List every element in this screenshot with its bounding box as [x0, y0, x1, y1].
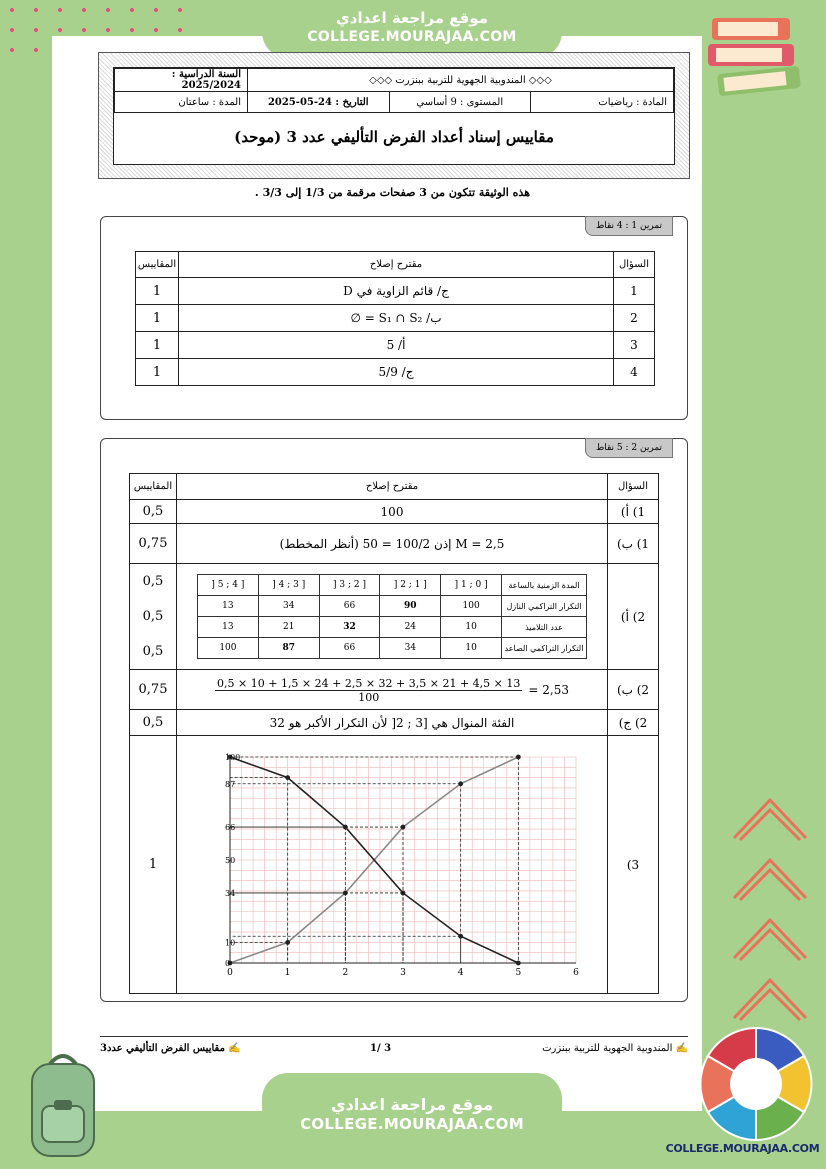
cumulative-frequency-chart: [202, 745, 582, 985]
chevron-up-icon: [720, 790, 820, 1030]
frequency-cell: 13: [198, 617, 259, 638]
answer: 100: [177, 500, 608, 524]
education-wheel-logo: [696, 1024, 816, 1144]
subject: المادة : رياضيات: [531, 92, 674, 113]
x-tick-label: 0: [227, 967, 233, 978]
frequency-col-header: [ 3 ; 4 [: [258, 575, 319, 596]
frequency-cell: 24: [380, 617, 441, 638]
frequency-cell: 66: [319, 638, 380, 659]
data-point: [285, 775, 290, 780]
question-number: 2) ب): [608, 670, 659, 710]
frequency-cell: 100: [441, 596, 502, 617]
question-number: 1) ب): [608, 524, 659, 564]
header-criteria: المقاييس: [130, 474, 177, 500]
frequency-row-label: التكرار التراكمي النازل: [502, 596, 587, 617]
footer-directorate: ✍ المندوبية الجهوية للتربية ببنزرت: [542, 1043, 688, 1054]
frequency-col-header: [ 1 ; 2 [: [380, 575, 441, 596]
exercise-2-tag: تمرين 2 : 5 نقاط: [585, 438, 673, 458]
exercise-1-box: [100, 216, 688, 420]
mean-numerator: 0,5 × 10 + 1,5 × 24 + 2,5 × 32 + 3,5 × 21 + 4,5 × 13: [217, 676, 521, 690]
exercise-1-table: [135, 251, 655, 386]
question-number: 2: [614, 305, 655, 332]
y-tick-label: 34: [225, 888, 236, 898]
answer: ج/ 5/9: [179, 359, 614, 386]
mean-result: = 2,53: [528, 683, 569, 697]
header-question: السؤال: [614, 252, 655, 278]
criteria-value: 0,5: [130, 500, 177, 524]
question-number: 2) ج): [608, 710, 659, 736]
header-answer: مقترح إصلاح: [177, 474, 608, 500]
intro-note: هذه الوثيقة تتكون من 3 صفحات مرقمة من 1/3 إلى 3/3 .: [254, 186, 530, 199]
duration: المدة : ساعتان: [115, 92, 248, 113]
answer: ب/ S₁ ∩ S₂ = ∅: [179, 305, 614, 332]
exercise-2-box: [100, 438, 688, 1002]
question-number: 1) أ): [608, 500, 659, 524]
criteria-value: 0,5: [142, 574, 164, 589]
criteria-value: 1: [130, 736, 177, 994]
criteria-value: 0,5: [142, 644, 164, 659]
x-tick-label: 4: [457, 967, 464, 978]
question-number: 2) أ): [608, 564, 659, 670]
header-info-table: [114, 68, 674, 113]
frequency-col-header: [ 0 ; 1 [: [441, 575, 502, 596]
frequency-row-label: التكرار التراكمي الصاعد: [502, 638, 587, 659]
answer: ج/ قائم الزاوية في D: [179, 278, 614, 305]
books-icon: [704, 10, 814, 100]
frequency-cell: 10: [441, 638, 502, 659]
data-point: [343, 824, 348, 829]
answer: M = 2,5 إذن 100/2 = 50 (أنظر المخطط): [177, 524, 608, 564]
frequency-cell: 100: [198, 638, 259, 659]
frequency-cell: 21: [258, 617, 319, 638]
x-tick-label: 2: [342, 967, 349, 978]
header-answer: مقترح إصلاح: [179, 252, 614, 278]
data-point: [401, 824, 406, 829]
page-number: 3 /1: [370, 1043, 392, 1054]
x-tick-label: 1: [284, 967, 291, 978]
frequency-col-header: المدة الزمنية بالساعة: [502, 575, 587, 596]
page-footer: [100, 1036, 688, 1054]
question-number: 3): [608, 736, 659, 994]
y-tick-label: 66: [225, 822, 236, 832]
y-tick-label: 10: [225, 937, 236, 947]
frequency-cell: 66: [319, 596, 380, 617]
answer: أ/ 5: [179, 332, 614, 359]
criteria-value: 1: [136, 332, 179, 359]
site-name: موقع مراجعة اعدادي: [336, 9, 488, 27]
frequency-cell: 87: [258, 638, 319, 659]
data-point: [343, 890, 348, 895]
criteria-value: 1: [136, 305, 179, 332]
frequency-cell: 34: [258, 596, 319, 617]
x-tick-label: 5: [515, 967, 522, 978]
brand-label: COLLEGE.MOURAJAA.COM: [665, 1142, 820, 1155]
header-question: السؤال: [608, 474, 659, 500]
frequency-cell: 90: [380, 596, 441, 617]
y-tick-label: 100: [225, 752, 241, 762]
site-name: موقع مراجعة اعدادي: [330, 1095, 494, 1114]
data-point: [458, 781, 463, 786]
frequency-cell: 32: [319, 617, 380, 638]
frequency-cell: 34: [380, 638, 441, 659]
x-tick-label: 6: [573, 967, 579, 978]
x-tick-label: 3: [400, 967, 406, 978]
page-title: مقاييس إسناد أعداد الفرض التأليفي عدد 3 (موحد): [234, 128, 554, 146]
question-number: 1: [614, 278, 655, 305]
top-banner[interactable]: [262, 0, 562, 58]
bottom-banner[interactable]: [262, 1073, 562, 1169]
criteria-value: 1: [136, 278, 179, 305]
data-point: [458, 933, 463, 938]
criteria-value: 0,5: [130, 710, 177, 736]
frequency-row-label: عدد التلاميذ: [502, 617, 587, 638]
mean-denominator: 100: [358, 690, 380, 704]
data-point: [516, 960, 521, 965]
y-tick-label: 87: [225, 779, 236, 789]
data-point: [285, 940, 290, 945]
exam-date: التاريخ : 24-05-2025: [267, 96, 369, 108]
criteria-value: 0,5: [142, 609, 164, 624]
exercise-1-tag: تمرين 1 : 4 نقاط: [585, 216, 673, 236]
site-url[interactable]: COLLEGE.MOURAJAA.COM: [307, 29, 517, 45]
y-tick-label: 50: [225, 855, 236, 865]
backpack-icon: [14, 1050, 110, 1160]
header-criteria: المقاييس: [136, 252, 179, 278]
question-number: 3: [614, 332, 655, 359]
data-point: [516, 754, 521, 759]
frequency-cell: 10: [441, 617, 502, 638]
frequency-cell: 13: [198, 596, 259, 617]
criteria-value: 0,75: [130, 670, 177, 710]
frequency-col-header: [ 2 ; 3 [: [319, 575, 380, 596]
criteria-value: 0,75: [130, 524, 177, 564]
frequency-table: [197, 574, 587, 659]
site-url[interactable]: COLLEGE.MOURAJAA.COM: [300, 1115, 524, 1133]
criteria-value: 1: [136, 359, 179, 386]
answer: الفئة المنوال هي [3 ; 2[ لأن التكرار الأكبر هو 32: [177, 710, 608, 736]
frequency-col-header: [ 4 ; 5 [: [198, 575, 259, 596]
data-point: [401, 890, 406, 895]
exam-header: [98, 52, 690, 179]
footer-title: ✍ مقاييس الفرض التأليفي عدد3: [100, 1043, 241, 1054]
exercise-2-table: [129, 473, 659, 994]
question-number: 4: [614, 359, 655, 386]
level: المستوى : 9 أساسي: [389, 92, 530, 112]
school-year: السنة الدراسية : 2025/2024: [115, 69, 248, 92]
y-tick-label: 0: [225, 958, 231, 968]
directorate: ◇◇◇ المندوبية الجهوية للتربية ببنزرت ◇◇◇: [248, 69, 674, 92]
